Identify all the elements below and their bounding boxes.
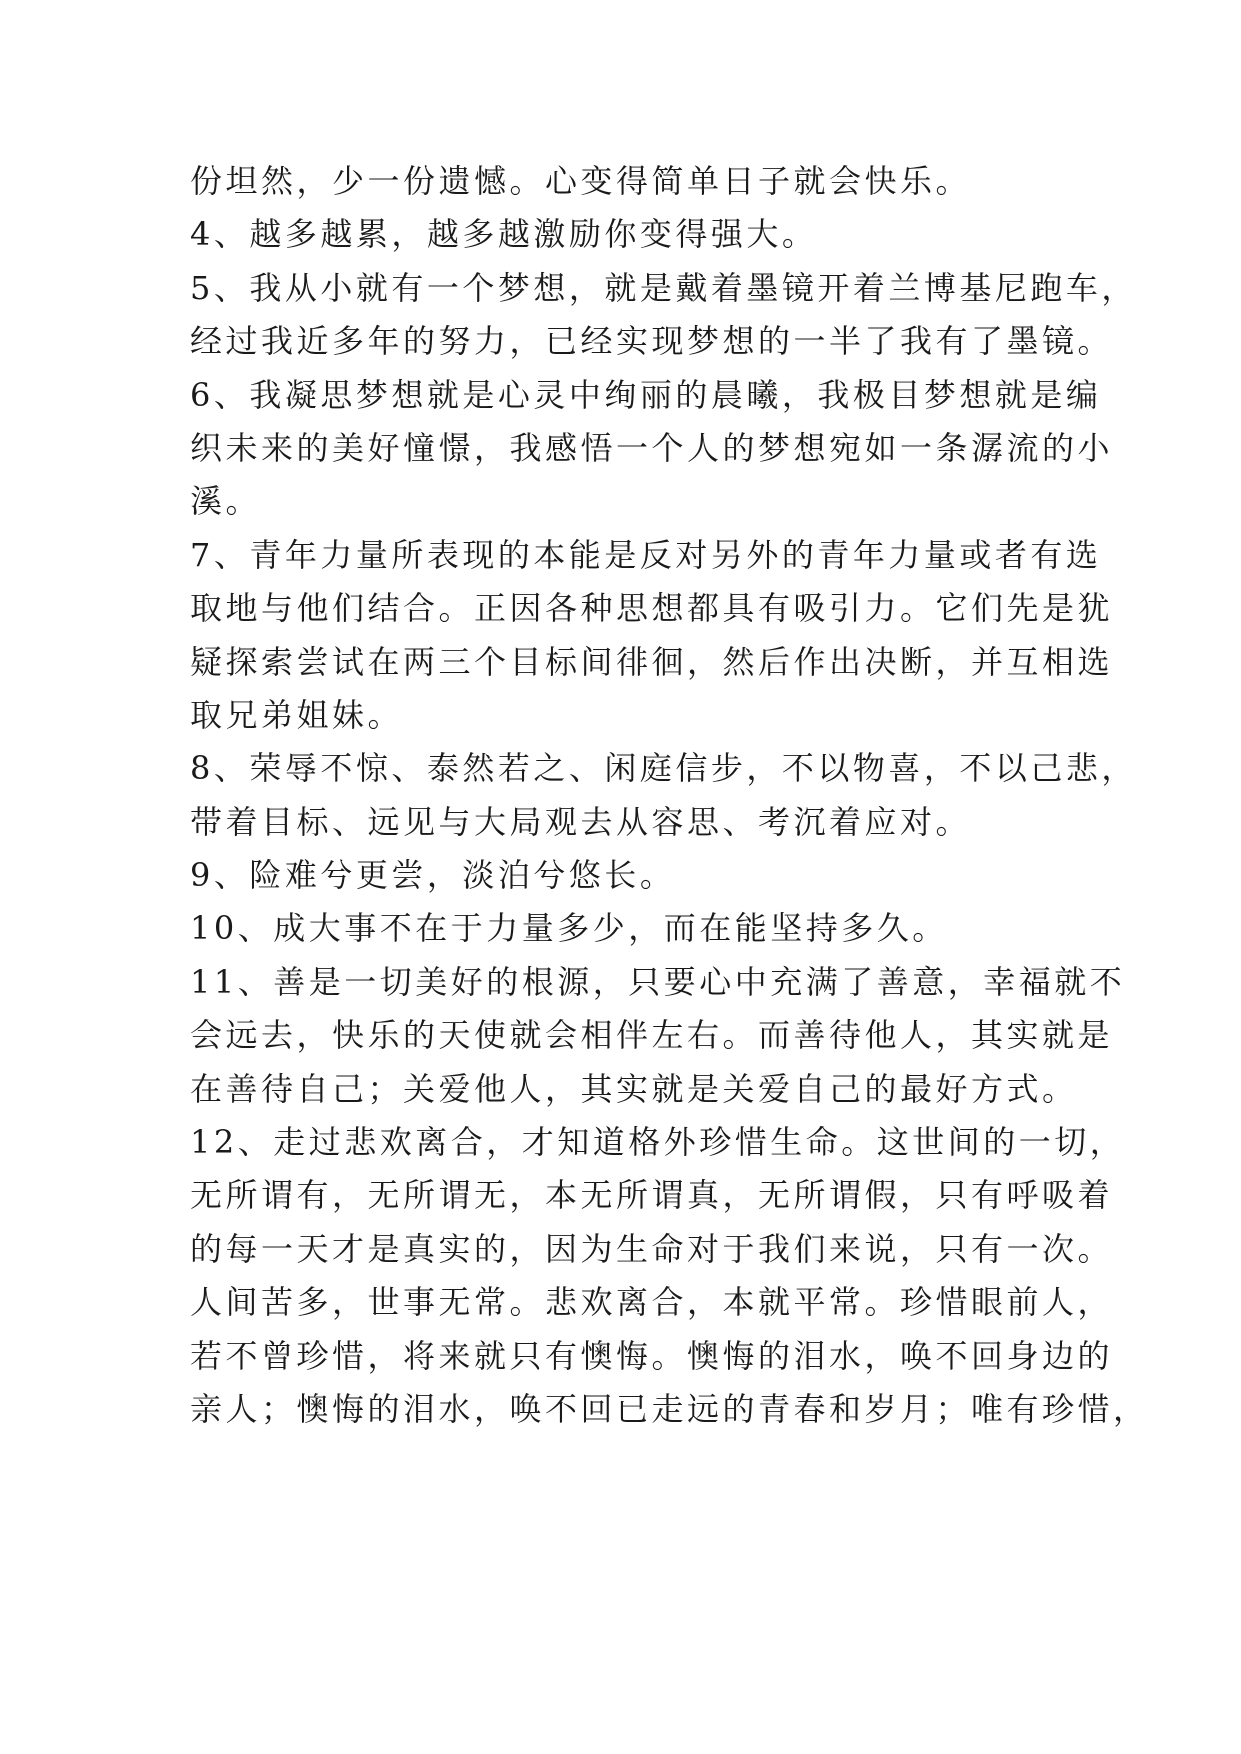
text-line: 的每一天才是真实的，因为生命对于我们来说，只有一次。 xyxy=(190,1229,1114,1268)
text-line: 溪。 xyxy=(190,482,262,521)
text-line: 无所谓有，无所谓无，本无所谓真，无所谓假，只有呼吸着 xyxy=(190,1176,1114,1215)
text-line: 12、走过悲欢离合，才知道格外珍惜生命。这世间的一切， xyxy=(190,1123,1126,1162)
text-line: 若不曾珍惜，将来就只有懊悔。懊悔的泪水，唤不回身边的 xyxy=(190,1336,1114,1375)
text-line: 人间苦多，世事无常。悲欢离合，本就平常。珍惜眼前人， xyxy=(190,1283,1114,1322)
text-line: 织未来的美好憧憬，我感悟一个人的梦想宛如一条潺流的小 xyxy=(190,428,1114,467)
text-line: 7、青年力量所表现的本能是反对另外的青年力量或者有选 xyxy=(190,535,1102,574)
text-line: 疑探索尝试在两三个目标间徘徊，然后作出决断，并互相选 xyxy=(190,642,1114,681)
text-line: 带着目标、远见与大局观去从容思、考沉着应对。 xyxy=(190,802,972,841)
text-line: 取兄弟姐妹。 xyxy=(190,695,404,734)
text-line: 份坦然，少一份遗憾。心变得简单日子就会快乐。 xyxy=(190,162,972,200)
text-line: 4、越多越累，越多越激励你变得强大。 xyxy=(190,215,818,254)
text-line: 取地与他们结合。正因各种思想都具有吸引力。它们先是犹 xyxy=(190,589,1114,628)
text-line: 在善待自己；关爱他人，其实就是关爱自己的最好方式。 xyxy=(190,1069,1078,1108)
document-body xyxy=(190,155,1149,1436)
text-line: 亲人；懊悔的泪水，唤不回已走远的青春和岁月；唯有珍惜， xyxy=(190,1389,1149,1428)
text-line: 8、荣辱不惊、泰然若之、闲庭信步，不以物喜，不以己悲， xyxy=(190,749,1137,788)
text-line: 9、险难兮更尝，淡泊兮悠长。 xyxy=(190,856,676,895)
text-line: 11、善是一切美好的根源，只要心中充满了善意，幸福就不 xyxy=(190,962,1126,1001)
text-line: 10、成大事不在于力量多少，而在能坚持多久。 xyxy=(190,909,948,948)
text-line: 会远去，快乐的天使就会相伴左右。而善待他人，其实就是 xyxy=(190,1016,1114,1055)
text-line: 5、我从小就有一个梦想，就是戴着墨镜开着兰博基尼跑车， xyxy=(190,268,1137,307)
text-line: 经过我近多年的努力，已经实现梦想的一半了我有了墨镜。 xyxy=(190,322,1114,361)
text-line: 6、我凝思梦想就是心灵中绚丽的晨曦，我极目梦想就是编 xyxy=(190,375,1102,414)
